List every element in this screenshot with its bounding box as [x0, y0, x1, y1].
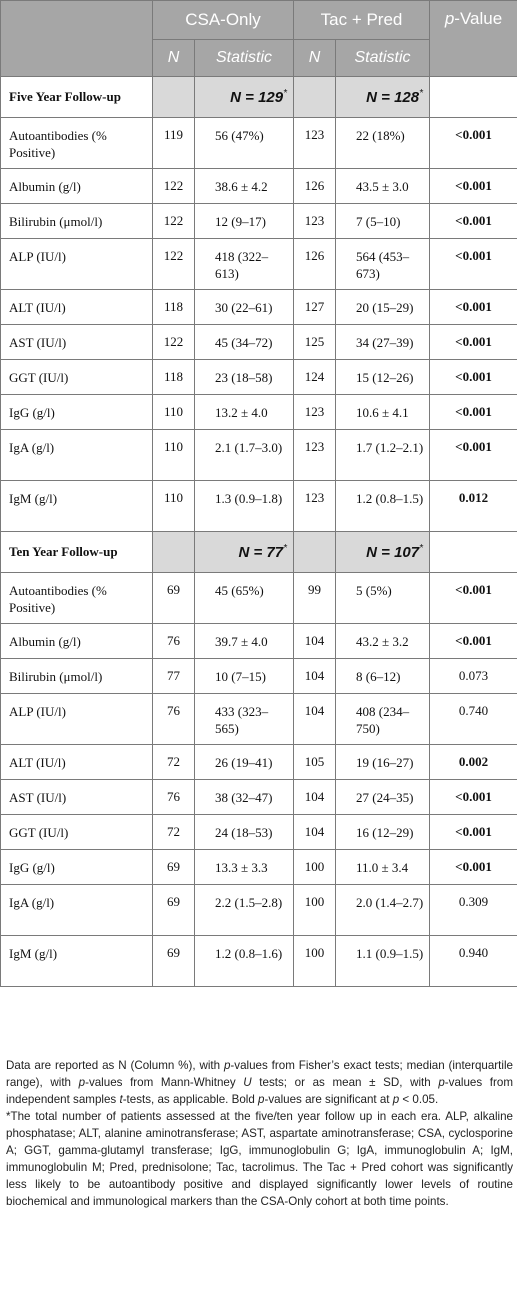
- table-row: [1, 624, 517, 659]
- table-row: [1, 360, 517, 395]
- n-tacpred: 104: [294, 815, 336, 850]
- n-tacpred: 123: [294, 118, 336, 169]
- stat-tacpred: 10.6 ± 4.1: [336, 395, 430, 430]
- n-tacpred: 124: [294, 360, 336, 395]
- header-stat-csa: Statistic: [195, 40, 294, 77]
- table-row: [1, 290, 517, 325]
- header-pvalue: p-Value: [430, 1, 517, 77]
- n-csa: 69: [153, 885, 195, 936]
- table-row: [1, 745, 517, 780]
- n-tacpred: 126: [294, 169, 336, 204]
- n-tacpred: 123: [294, 395, 336, 430]
- section-title: Ten Year Follow-up: [1, 532, 153, 573]
- n-tacpred: 104: [294, 624, 336, 659]
- stat-csa: 1.3 (0.9–1.8): [195, 481, 294, 532]
- stat-csa: 30 (22–61): [195, 290, 294, 325]
- section-header-row: [1, 77, 517, 118]
- stat-tacpred: 11.0 ± 3.4: [336, 850, 430, 885]
- stat-csa: 45 (65%): [195, 573, 294, 624]
- n-csa: 69: [153, 936, 195, 987]
- stat-tacpred: 1.2 (0.8–1.5): [336, 481, 430, 532]
- n-csa: 69: [153, 850, 195, 885]
- row-label: IgA (g/l): [1, 430, 153, 481]
- stat-csa: 1.2 (0.8–1.6): [195, 936, 294, 987]
- table-row: [1, 239, 517, 290]
- p-value: <0.001: [430, 290, 517, 325]
- n-tacpred: 100: [294, 885, 336, 936]
- n-tacpred: 99: [294, 573, 336, 624]
- row-label: ALT (IU/l): [1, 745, 153, 780]
- n-csa: 72: [153, 745, 195, 780]
- p-value: <0.001: [430, 239, 517, 290]
- p-value: <0.001: [430, 815, 517, 850]
- stat-csa: 23 (18–58): [195, 360, 294, 395]
- stat-tacpred: 43.5 ± 3.0: [336, 169, 430, 204]
- n-csa: 77: [153, 659, 195, 694]
- row-label: IgM (g/l): [1, 936, 153, 987]
- p-value: <0.001: [430, 624, 517, 659]
- n-csa: 76: [153, 694, 195, 745]
- n-csa: 118: [153, 290, 195, 325]
- stat-csa: 2.1 (1.7–3.0): [195, 430, 294, 481]
- section-n-csa: N = 129*: [195, 77, 294, 118]
- row-label: IgA (g/l): [1, 885, 153, 936]
- header-stat-tacpred: Statistic: [336, 40, 430, 77]
- row-label: GGT (IU/l): [1, 815, 153, 850]
- p-value: <0.001: [430, 430, 517, 481]
- row-label: Autoantibodies (% Positive): [1, 573, 153, 624]
- stat-csa: 38 (32–47): [195, 780, 294, 815]
- table-row: [1, 885, 517, 936]
- stat-csa: 39.7 ± 4.0: [195, 624, 294, 659]
- stat-tacpred: 16 (12–29): [336, 815, 430, 850]
- stat-csa: 26 (19–41): [195, 745, 294, 780]
- n-tacpred: 100: [294, 936, 336, 987]
- stat-csa: 24 (18–53): [195, 815, 294, 850]
- stat-csa: 2.2 (1.5–2.8): [195, 885, 294, 936]
- p-value: 0.940: [430, 936, 517, 987]
- n-csa: 119: [153, 118, 195, 169]
- stat-csa: 433 (323–565): [195, 694, 294, 745]
- n-tacpred: 125: [294, 325, 336, 360]
- asterisk-mark: *: [283, 543, 288, 554]
- n-tacpred: 100: [294, 850, 336, 885]
- p-value: 0.012: [430, 481, 517, 532]
- p-value: 0.309: [430, 885, 517, 936]
- n-csa: 69: [153, 573, 195, 624]
- stat-csa: 12 (9–17): [195, 204, 294, 239]
- n-csa: 122: [153, 204, 195, 239]
- table-body: [1, 77, 517, 987]
- section-n-tacpred: N = 107*: [336, 532, 430, 573]
- stat-tacpred: 43.2 ± 3.2: [336, 624, 430, 659]
- asterisk-mark: *: [419, 88, 424, 99]
- p-value: <0.001: [430, 780, 517, 815]
- row-label: IgG (g/l): [1, 850, 153, 885]
- stat-csa: 56 (47%): [195, 118, 294, 169]
- section-spacer: [294, 77, 336, 118]
- section-pvalue-empty: [430, 532, 517, 573]
- table-row: [1, 850, 517, 885]
- stat-tacpred: 20 (15–29): [336, 290, 430, 325]
- p-value: 0.740: [430, 694, 517, 745]
- table-row: [1, 325, 517, 360]
- p-value: 0.002: [430, 745, 517, 780]
- n-csa: 110: [153, 430, 195, 481]
- stat-csa: 13.2 ± 4.0: [195, 395, 294, 430]
- footnote-methods: Data are reported as N (Column %), with p-values from Fisher’s exact tests; median (interquartile range), with p-values from Mann-Whitney U tests; or as mean ± SD, with p-values from independent samples t-tests, as applicable. Bold p-values are significant at p < 0.05.: [6, 1059, 513, 1106]
- row-label: IgM (g/l): [1, 481, 153, 532]
- asterisk-mark: *: [419, 543, 424, 554]
- stat-tacpred: 7 (5–10): [336, 204, 430, 239]
- p-value: <0.001: [430, 360, 517, 395]
- n-csa: 110: [153, 481, 195, 532]
- section-n-tacpred: N = 128*: [336, 77, 430, 118]
- n-csa: 72: [153, 815, 195, 850]
- row-label: Bilirubin (μmol/l): [1, 659, 153, 694]
- table-row: [1, 204, 517, 239]
- stat-tacpred: 22 (18%): [336, 118, 430, 169]
- header-corner-cell: [1, 1, 153, 77]
- row-label: ALT (IU/l): [1, 290, 153, 325]
- n-csa: 76: [153, 780, 195, 815]
- row-label: Albumin (g/l): [1, 169, 153, 204]
- table-row: [1, 659, 517, 694]
- header-group-tacpred: Tac + Pred: [294, 1, 430, 40]
- table-row: [1, 936, 517, 987]
- table-row: [1, 430, 517, 481]
- section-title: Five Year Follow-up: [1, 77, 153, 118]
- row-label: IgG (g/l): [1, 395, 153, 430]
- stat-tacpred: 5 (5%): [336, 573, 430, 624]
- stat-csa: 10 (7–15): [195, 659, 294, 694]
- table-row: [1, 573, 517, 624]
- n-tacpred: 123: [294, 481, 336, 532]
- stat-tacpred: 15 (12–26): [336, 360, 430, 395]
- footnote-abbreviations: *The total number of patients assessed at the five/ten year follow up in each era. ALP, alkaline phosphatase; ALT, alanine aminotransferase; AST, aspartate aminotransferase; CSA, cyclosporine A; GGT, gamma-glutamyl transferase; IgG, immunoglobulin G; IgA, immunoglobulin A; IgM, immunoglobulin M; Pred, prednisolone; Tac, tacrolimus. The Tac + Pred cohort was significantly less likely to be autoantibody positive and displayed significantly lower levels of routine biochemical and immunological markers than the CSA-Only cohort at both time points.: [6, 1110, 513, 1208]
- row-label: Bilirubin (μmol/l): [1, 204, 153, 239]
- stat-tacpred: 1.7 (1.2–2.1): [336, 430, 430, 481]
- n-csa: 122: [153, 169, 195, 204]
- p-value: <0.001: [430, 573, 517, 624]
- stat-tacpred: 408 (234–750): [336, 694, 430, 745]
- stat-tacpred: 564 (453–673): [336, 239, 430, 290]
- section-spacer: [153, 77, 195, 118]
- n-tacpred: 104: [294, 694, 336, 745]
- n-csa: 122: [153, 239, 195, 290]
- section-spacer: [294, 532, 336, 573]
- table-row: [1, 395, 517, 430]
- asterisk-mark: *: [283, 88, 288, 99]
- section-n-csa: N = 77*: [195, 532, 294, 573]
- table-row: [1, 118, 517, 169]
- header-group-csa: CSA-Only: [153, 1, 294, 40]
- header-row-groups: [1, 1, 517, 40]
- n-csa: 76: [153, 624, 195, 659]
- p-value: <0.001: [430, 395, 517, 430]
- n-tacpred: 123: [294, 204, 336, 239]
- p-value: <0.001: [430, 169, 517, 204]
- p-value: <0.001: [430, 850, 517, 885]
- n-tacpred: 123: [294, 430, 336, 481]
- table-row: [1, 694, 517, 745]
- stat-tacpred: 2.0 (1.4–2.7): [336, 885, 430, 936]
- row-label: ALP (IU/l): [1, 239, 153, 290]
- row-label: Autoantibodies (% Positive): [1, 118, 153, 169]
- table-row: [1, 780, 517, 815]
- section-spacer: [153, 532, 195, 573]
- p-value: <0.001: [430, 118, 517, 169]
- section-header-row: [1, 532, 517, 573]
- n-tacpred: 104: [294, 659, 336, 694]
- n-tacpred: 105: [294, 745, 336, 780]
- p-value: 0.073: [430, 659, 517, 694]
- stat-tacpred: 1.1 (0.9–1.5): [336, 936, 430, 987]
- stat-csa: 13.3 ± 3.3: [195, 850, 294, 885]
- row-label: ALP (IU/l): [1, 694, 153, 745]
- n-csa: 118: [153, 360, 195, 395]
- row-label: AST (IU/l): [1, 325, 153, 360]
- stat-tacpred: 34 (27–39): [336, 325, 430, 360]
- table-row: [1, 169, 517, 204]
- stat-csa: 45 (34–72): [195, 325, 294, 360]
- p-value: <0.001: [430, 204, 517, 239]
- table-row: [1, 815, 517, 850]
- section-pvalue-empty: [430, 77, 517, 118]
- stat-tacpred: 8 (6–12): [336, 659, 430, 694]
- stat-csa: 418 (322–613): [195, 239, 294, 290]
- n-tacpred: 104: [294, 780, 336, 815]
- header-n-tacpred: N: [294, 40, 336, 77]
- n-csa: 110: [153, 395, 195, 430]
- row-label: Albumin (g/l): [1, 624, 153, 659]
- table-footnotes: [6, 1057, 513, 1210]
- stat-tacpred: 19 (16–27): [336, 745, 430, 780]
- n-tacpred: 127: [294, 290, 336, 325]
- n-tacpred: 126: [294, 239, 336, 290]
- stat-csa: 38.6 ± 4.2: [195, 169, 294, 204]
- stat-tacpred: 27 (24–35): [336, 780, 430, 815]
- table-row: [1, 481, 517, 532]
- row-label: AST (IU/l): [1, 780, 153, 815]
- row-label: GGT (IU/l): [1, 360, 153, 395]
- p-value: <0.001: [430, 325, 517, 360]
- n-csa: 122: [153, 325, 195, 360]
- header-n-csa: N: [153, 40, 195, 77]
